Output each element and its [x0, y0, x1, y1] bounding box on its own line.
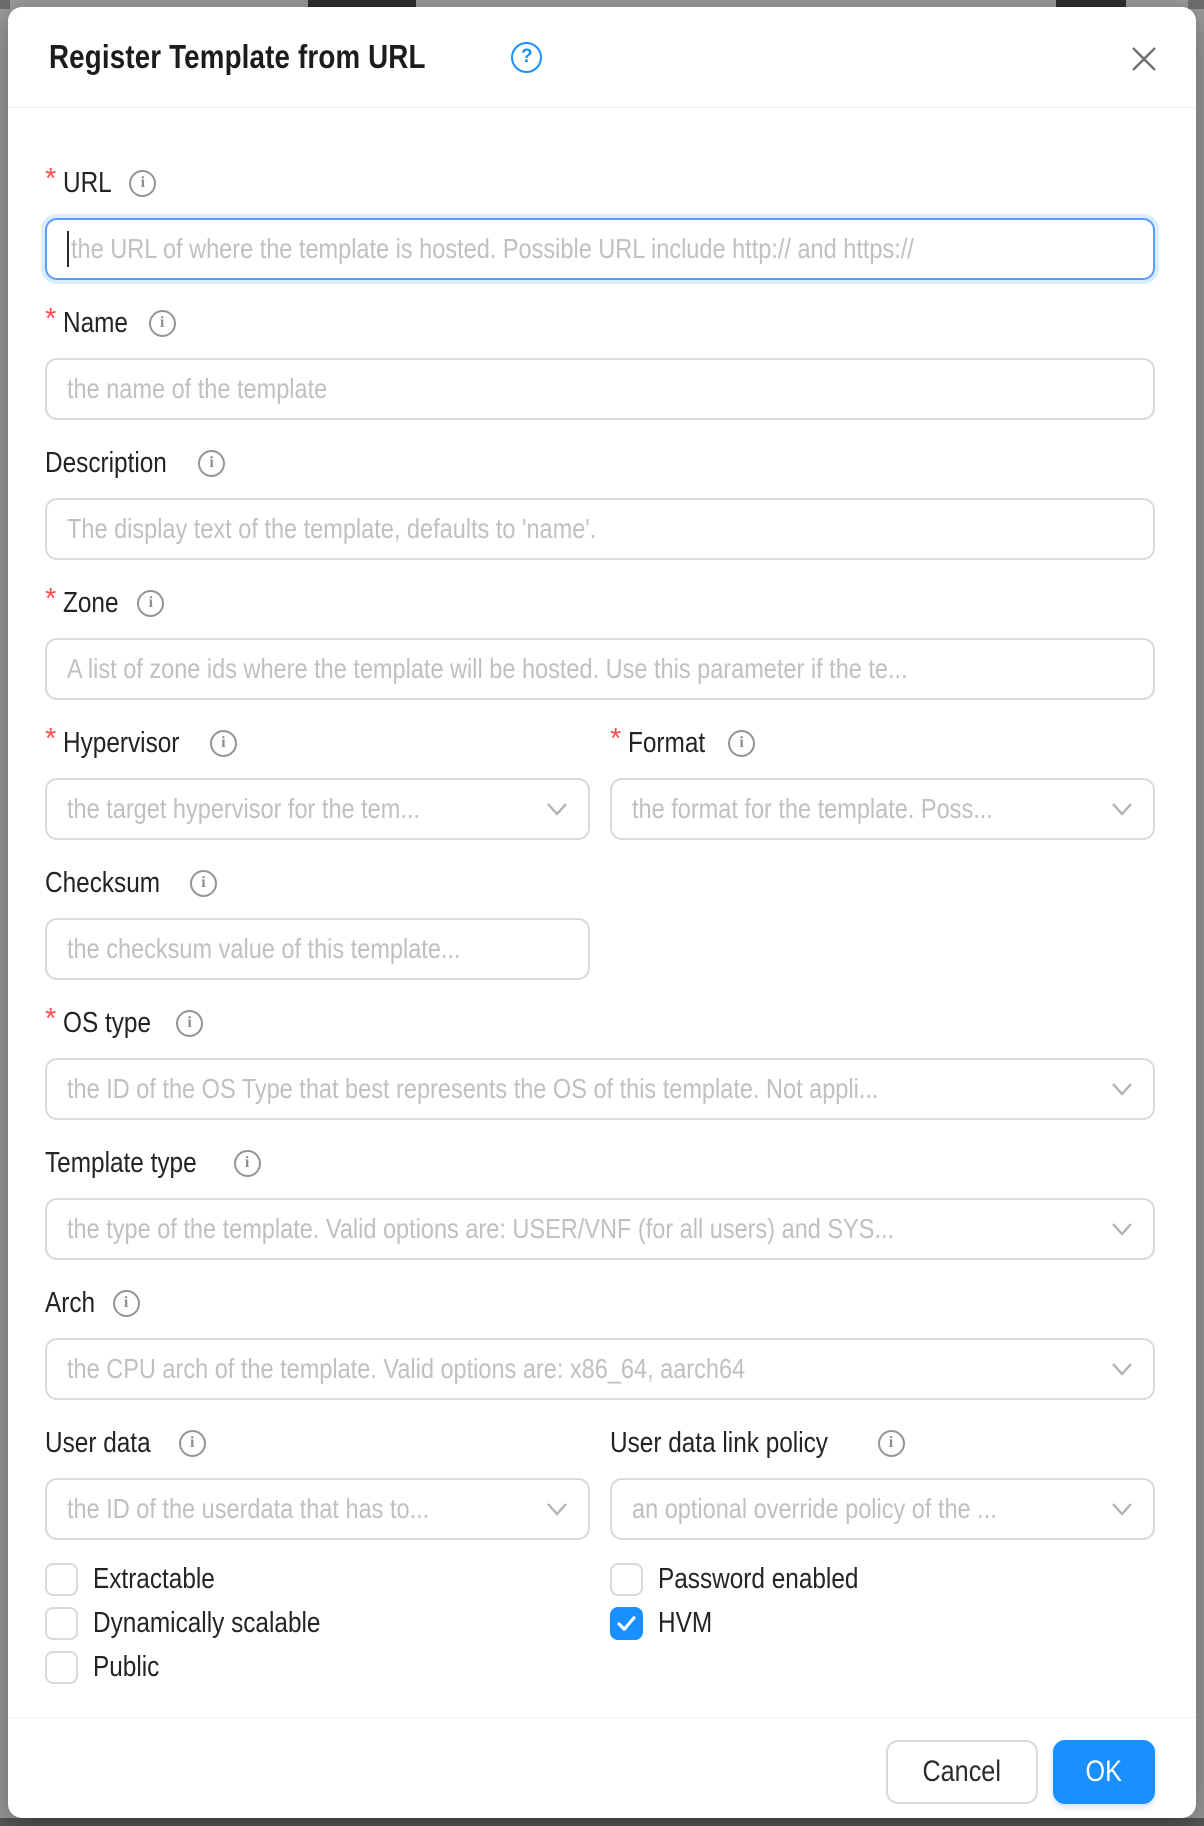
field-row-hypervisor-format: [45, 723, 1155, 840]
field-name: [45, 303, 1155, 420]
field-templatetype-label: Template type i: [45, 1148, 1155, 1178]
field-userdatalinkpolicy-label: User data link policy i: [610, 1428, 1155, 1458]
required-asterisk: *: [610, 723, 622, 755]
description-input[interactable]: [45, 498, 1155, 560]
text-caret: [67, 231, 69, 267]
info-icon[interactable]: i: [210, 730, 237, 757]
checkbox-column-right: [610, 1563, 1155, 1695]
question-circle-icon[interactable]: ?: [511, 42, 542, 73]
field-templatetype: [45, 1148, 1155, 1260]
required-asterisk: *: [45, 723, 57, 755]
check-icon: [612, 1609, 641, 1638]
templatetype-placeholder: the type of the template. Valid options are: USER/VNF (for all users) and SYS...: [67, 1213, 895, 1244]
field-name-label: * Name i: [45, 308, 1155, 338]
field-checksum-label: Checksum i: [45, 868, 1155, 898]
checkbox-column-left: [45, 1563, 590, 1695]
required-asterisk: *: [45, 163, 57, 195]
checkbox-box[interactable]: [610, 1563, 643, 1596]
userdatalinkpolicy-placeholder: an optional override policy of the ...: [632, 1493, 997, 1524]
required-asterisk: *: [45, 583, 57, 615]
format-select[interactable]: [610, 778, 1155, 840]
info-icon[interactable]: i: [728, 730, 755, 757]
chevron-down-icon: [544, 1496, 570, 1522]
checksum-input[interactable]: [45, 918, 590, 980]
checkbox-extractable[interactable]: Extractable: [45, 1563, 590, 1596]
checkbox-box-checked[interactable]: [610, 1607, 643, 1640]
userdata-placeholder: the ID of the userdata that has to...: [67, 1493, 430, 1524]
ok-button[interactable]: OK: [1053, 1740, 1155, 1804]
format-placeholder: the format for the template. Poss...: [632, 793, 993, 824]
required-asterisk: *: [45, 1003, 57, 1035]
field-hypervisor-label: * Hypervisor i: [45, 728, 590, 758]
field-description: [45, 448, 1155, 560]
chevron-down-icon: [1109, 1216, 1135, 1242]
info-icon[interactable]: i: [198, 450, 225, 477]
info-icon[interactable]: i: [190, 870, 217, 897]
field-format: [610, 723, 1155, 840]
checkbox-section: [45, 1563, 1155, 1695]
info-icon[interactable]: i: [179, 1430, 206, 1457]
field-checksum: [45, 868, 1155, 980]
field-userdata: [45, 1428, 590, 1540]
name-placeholder: the name of the template: [67, 373, 328, 404]
backdrop-bottom-strip: [0, 1818, 1204, 1826]
register-template-modal: [8, 7, 1196, 1818]
checkbox-box[interactable]: [45, 1607, 78, 1640]
userdata-select[interactable]: [45, 1478, 590, 1540]
modal-body: [8, 108, 1196, 1695]
close-icon: [1129, 44, 1159, 74]
ostype-select[interactable]: [45, 1058, 1155, 1120]
info-icon[interactable]: i: [113, 1290, 140, 1317]
checkbox-password-enabled[interactable]: Password enabled: [610, 1563, 1155, 1596]
field-url-label: * URL i: [45, 168, 1155, 198]
chevron-down-icon: [544, 796, 570, 822]
modal-footer: [8, 1718, 1196, 1804]
checkbox-box[interactable]: [45, 1651, 78, 1684]
field-userdatalinkpolicy: [610, 1428, 1155, 1540]
url-placeholder: the URL of where the template is hosted. Possible URL include http:// and https://: [71, 233, 914, 264]
field-arch: [45, 1288, 1155, 1400]
field-ostype-label: * OS type i: [45, 1008, 1155, 1038]
checkbox-dynamically-scalable[interactable]: Dynamically scalable: [45, 1607, 590, 1640]
field-zone-label: * Zone i: [45, 588, 1155, 618]
name-input[interactable]: [45, 358, 1155, 420]
userdatalinkpolicy-select[interactable]: [610, 1478, 1155, 1540]
arch-select[interactable]: [45, 1338, 1155, 1400]
field-zone: [45, 583, 1155, 700]
chevron-down-icon: [1109, 796, 1135, 822]
backdrop-text-smudge: [308, 0, 416, 7]
chevron-down-icon: [1109, 1496, 1135, 1522]
zone-placeholder: A list of zone ids where the template will be hosted. Use this parameter if the te...: [67, 653, 908, 684]
modal-header: [8, 7, 1196, 108]
checkbox-public[interactable]: Public: [45, 1651, 590, 1684]
info-icon[interactable]: i: [129, 170, 156, 197]
field-row-userdata: [45, 1428, 1155, 1540]
checkbox-box[interactable]: [45, 1563, 78, 1596]
info-icon[interactable]: i: [137, 590, 164, 617]
field-description-label: Description i: [45, 448, 1155, 478]
modal-title: Register Template from URL: [49, 38, 426, 75]
templatetype-select[interactable]: [45, 1198, 1155, 1260]
required-asterisk: *: [45, 303, 57, 335]
cancel-button[interactable]: Cancel: [886, 1740, 1038, 1804]
description-placeholder: The display text of the template, defaults to 'name'.: [67, 513, 597, 544]
close-button[interactable]: [1128, 43, 1160, 75]
checkbox-hvm[interactable]: HVM: [610, 1607, 1155, 1640]
field-userdata-label: User data i: [45, 1428, 590, 1458]
field-hypervisor: [45, 723, 590, 840]
zone-input[interactable]: [45, 638, 1155, 700]
field-url: [45, 163, 1155, 280]
field-arch-label: Arch i: [45, 1288, 1155, 1318]
ostype-placeholder: the ID of the OS Type that best represents the OS of this template. Not appli...: [67, 1073, 879, 1104]
hypervisor-select[interactable]: [45, 778, 590, 840]
info-icon[interactable]: i: [149, 310, 176, 337]
hypervisor-placeholder: the target hypervisor for the tem...: [67, 793, 420, 824]
chevron-down-icon: [1109, 1356, 1135, 1382]
checksum-placeholder: the checksum value of this template...: [67, 933, 461, 964]
info-icon[interactable]: i: [176, 1010, 203, 1037]
backdrop-text-smudge: [1056, 0, 1126, 7]
info-icon[interactable]: i: [234, 1150, 261, 1177]
field-format-label: * Format i: [610, 728, 1155, 758]
url-input[interactable]: [45, 218, 1155, 280]
chevron-down-icon: [1109, 1076, 1135, 1102]
arch-placeholder: the CPU arch of the template. Valid options are: x86_64, aarch64: [67, 1353, 746, 1384]
info-icon[interactable]: i: [878, 1430, 905, 1457]
field-ostype: [45, 1003, 1155, 1120]
